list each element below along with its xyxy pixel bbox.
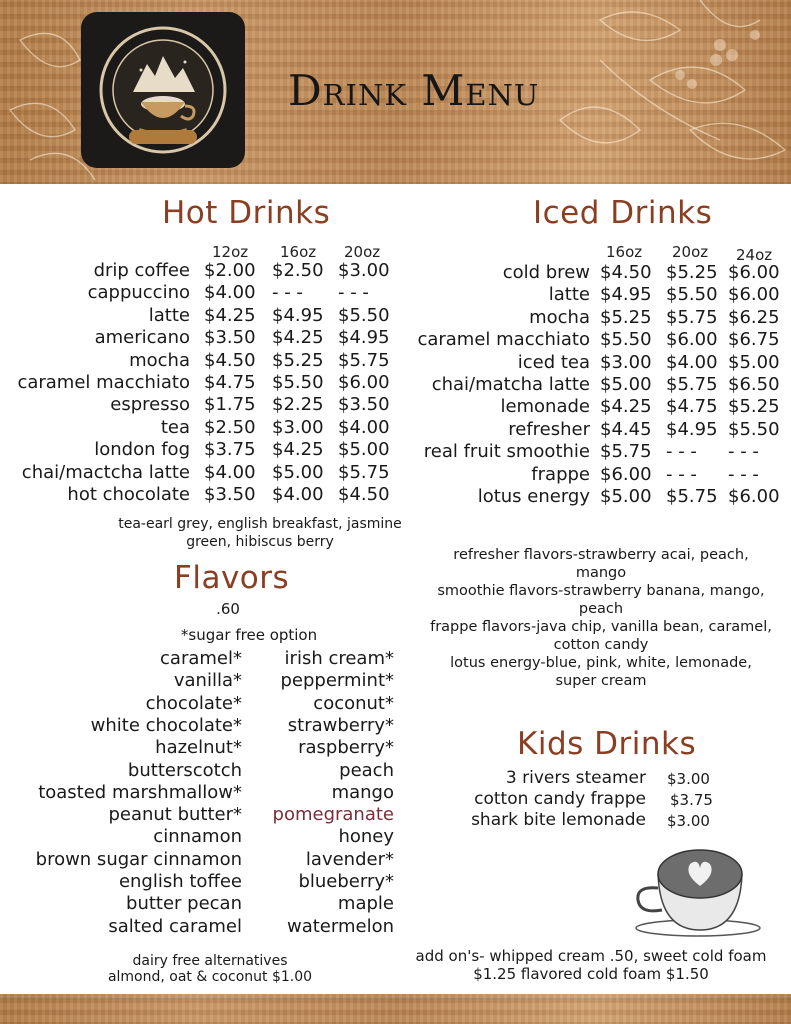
hot-drink-price: $4.00 [338, 416, 390, 438]
iced-drink-price: $5.50 [666, 284, 718, 306]
hot-drink-price: $5.50 [272, 372, 324, 393]
hot-drink-price: $3.00 [272, 416, 324, 438]
flavor-item: butter pecan [126, 893, 242, 915]
flavor-item: butterscotch [127, 759, 242, 781]
hot-drink-price: $4.95 [272, 304, 324, 326]
dairy-free-line1: dairy free alternatives [132, 953, 288, 969]
iced-drink-name: real fruit smoothie [423, 441, 590, 463]
flavor-item: peach [339, 759, 394, 781]
hot-drink-price: $4.25 [272, 327, 324, 349]
iced-drink-price: $6.00 [728, 262, 780, 283]
hot-drink-name: espresso [110, 394, 190, 416]
iced-drink-price: $6.75 [728, 329, 780, 351]
iced-drink-price: $5.75 [666, 306, 718, 328]
flavor-item: peanut butter* [108, 804, 242, 826]
addons-line2: $1.25 flavored cold foam $1.50 [473, 965, 709, 983]
hot-drink-price: - - - [338, 282, 369, 304]
hot-drink-price: $3.50 [204, 484, 256, 505]
flavor-item: salted caramel [108, 915, 242, 937]
iced-note-line: peach [578, 601, 624, 617]
flavor-item: toasted marshmallow* [38, 781, 242, 803]
flavor-item: brown sugar cinnamon [35, 848, 242, 870]
iced-drink-price: $4.50 [600, 262, 652, 283]
flavor-price: .60 [216, 600, 240, 618]
flavor-item: pomegranate [272, 804, 394, 826]
kids-drink-name: cotton candy frappe [474, 789, 646, 809]
flavor-item: mango [331, 781, 394, 803]
iced-drink-price: $5.00 [600, 374, 652, 395]
flavor-item: caramel* [160, 648, 242, 669]
flavor-item: white chocolate* [90, 714, 242, 736]
latte-cup-icon [630, 838, 770, 938]
iced-note-line: smoothie flavors-strawberry banana, mango, [437, 583, 765, 599]
flavor-item: lavender* [305, 848, 394, 870]
kids-drink-price: $3.00 [667, 770, 710, 788]
hot-drink-name: caramel macchiato [17, 372, 190, 393]
iced-drink-price: $5.50 [728, 418, 780, 440]
kids-drink-name: shark bite lemonade [471, 810, 646, 830]
iced-note-line: super cream [555, 673, 647, 689]
iced-drink-name: cold brew [502, 262, 590, 283]
hot-drink-name: latte [148, 304, 190, 326]
iced-drink-price: $5.00 [600, 486, 652, 507]
shop-logo [81, 12, 245, 168]
flavor-item: chocolate* [145, 692, 242, 714]
hot-drink-price: $2.50 [272, 260, 324, 281]
kids-drink-price: $3.75 [670, 791, 713, 809]
hot-size-header: 16oz [280, 243, 317, 261]
iced-drink-price: - - - [666, 463, 697, 485]
hot-drink-name: americano [94, 327, 190, 349]
iced-size-header: 20oz [672, 243, 709, 261]
iced-drink-price: - - - [666, 441, 697, 463]
iced-note-line: refresher flavors-strawberry acai, peach, [453, 547, 749, 563]
iced-note-line: mango [575, 565, 627, 581]
iced-note-line: frappe flavors-java chip, vanilla bean, caramel, [430, 619, 772, 635]
iced-drink-price: - - - [728, 441, 759, 463]
hot-drink-price: $3.00 [338, 260, 390, 281]
iced-drink-price: $4.25 [600, 396, 652, 418]
hot-drink-price: $4.00 [204, 461, 256, 483]
sugar-free-note: *sugar free option [180, 626, 318, 644]
hot-drink-price: $6.00 [338, 372, 390, 393]
iced-drink-price: $4.95 [666, 418, 718, 440]
hot-drink-price: $3.75 [204, 439, 256, 461]
hot-drink-name: tea [160, 416, 190, 438]
iced-drink-name: frappe [531, 463, 590, 485]
iced-drink-name: mocha [529, 306, 590, 328]
flavor-item: cinnamon [153, 826, 242, 848]
iced-drink-price: $5.00 [728, 351, 780, 373]
iced-drink-price: $5.75 [666, 374, 718, 395]
iced-drink-name: chai/matcha latte [431, 374, 590, 395]
iced-drink-name: refresher [508, 418, 590, 440]
flavor-item: vanilla* [173, 670, 242, 692]
iced-drink-price: $4.00 [666, 351, 718, 373]
flavor-item: peppermint* [280, 670, 394, 692]
hot-drink-price: $4.00 [204, 282, 256, 304]
flavor-item: coconut* [313, 692, 394, 714]
flavor-item: hazelnut* [155, 737, 242, 759]
hot-drink-price: $4.95 [338, 327, 390, 349]
hot-drink-price: $5.75 [338, 349, 390, 371]
iced-drink-price: $5.25 [600, 306, 652, 328]
kids-drinks-title: Kids Drinks [517, 726, 697, 762]
hot-drink-price: $2.50 [204, 416, 256, 438]
iced-drink-price: $6.00 [666, 329, 718, 351]
iced-drink-price: $3.00 [600, 351, 652, 373]
iced-drinks-title: Iced Drinks [533, 195, 713, 231]
flavor-item: raspberry* [298, 737, 394, 759]
hot-drink-name: drip coffee [93, 260, 190, 281]
hot-drink-price: $5.25 [272, 349, 324, 371]
iced-drink-name: caramel macchiato [417, 329, 590, 351]
iced-drink-price: $6.25 [728, 306, 780, 328]
iced-drink-price: $6.00 [728, 284, 780, 306]
iced-note-line: lotus energy-blue, pink, white, lemonade, [450, 655, 752, 671]
dairy-free-line2: almond, oat & coconut $1.00 [107, 969, 313, 985]
hot-size-header: 12oz [212, 243, 249, 261]
iced-drink-name: lotus energy [477, 486, 590, 507]
hot-drink-name: cappuccino [87, 282, 190, 304]
iced-drink-price: - - - [728, 463, 759, 485]
iced-drink-price: $5.25 [728, 396, 780, 418]
hot-drink-name: hot chocolate [67, 484, 190, 505]
iced-drink-price: $5.75 [600, 441, 652, 463]
iced-drink-price: $4.45 [600, 418, 652, 440]
tea-note-line1: tea-earl grey, english breakfast, jasmine [118, 516, 402, 532]
hot-drink-name: mocha [129, 349, 190, 371]
kids-drink-price: $3.00 [667, 812, 710, 830]
hot-drink-price: $2.25 [272, 394, 324, 416]
iced-drink-price: $4.75 [666, 396, 718, 418]
iced-drink-price: $6.50 [728, 374, 780, 395]
flavor-item: strawberry* [287, 714, 394, 736]
page-title: Drink Menu [288, 66, 540, 115]
flavor-item: irish cream* [284, 648, 394, 669]
hot-drink-name: london fog [94, 439, 190, 461]
hot-drink-price: $4.00 [272, 484, 324, 505]
hot-drink-price: $4.25 [204, 304, 256, 326]
wood-footer-background [0, 994, 791, 1024]
hot-drink-price: $3.50 [338, 394, 390, 416]
wood-header-background [0, 0, 791, 184]
hot-drink-price: $1.75 [204, 394, 256, 416]
hot-drink-price: $4.50 [338, 484, 390, 505]
hot-drink-price: $2.00 [204, 260, 256, 281]
hot-drink-price: $5.50 [338, 304, 390, 326]
flavor-item: maple [337, 893, 394, 915]
iced-size-header: 24oz [736, 246, 773, 264]
iced-size-header: 16oz [606, 243, 643, 261]
hot-drink-price: $4.25 [272, 439, 324, 461]
hot-drink-price: $5.00 [338, 439, 390, 461]
iced-drink-price: $5.75 [666, 486, 718, 507]
iced-drink-price: $4.95 [600, 284, 652, 306]
flavor-item: watermelon [287, 915, 394, 937]
iced-drink-price: $6.00 [600, 463, 652, 485]
hot-drink-price: $5.00 [272, 461, 324, 483]
kids-drink-name: 3 rivers steamer [505, 768, 646, 788]
flavors-title: Flavors [174, 560, 290, 596]
flavor-item: blueberry* [298, 871, 394, 892]
hot-drink-price: $4.75 [204, 372, 256, 393]
hot-drink-price: - - - [272, 282, 303, 304]
hot-drink-price: $3.50 [204, 327, 256, 349]
iced-drink-name: lemonade [500, 396, 590, 418]
iced-drink-name: iced tea [517, 351, 590, 373]
flavor-item: english toffee [118, 871, 242, 892]
tea-note-line2: green, hibiscus berry [186, 534, 334, 550]
flavor-item: honey [338, 826, 394, 848]
addons-line1: add on's- whipped cream .50, sweet cold foam [415, 947, 767, 965]
hot-drink-price: $5.75 [338, 461, 390, 483]
hot-drink-name: chai/mactcha latte [21, 461, 190, 483]
hot-size-header: 20oz [344, 243, 381, 261]
hot-drink-price: $4.50 [204, 349, 256, 371]
iced-drink-name: latte [548, 284, 590, 306]
iced-drink-price: $5.50 [600, 329, 652, 351]
iced-drink-price: $6.00 [728, 486, 780, 507]
iced-note-line: cotton candy [553, 637, 649, 653]
hot-drinks-title: Hot Drinks [162, 195, 331, 231]
logo-emblem-icon [81, 12, 245, 168]
iced-drink-price: $5.25 [666, 262, 718, 283]
